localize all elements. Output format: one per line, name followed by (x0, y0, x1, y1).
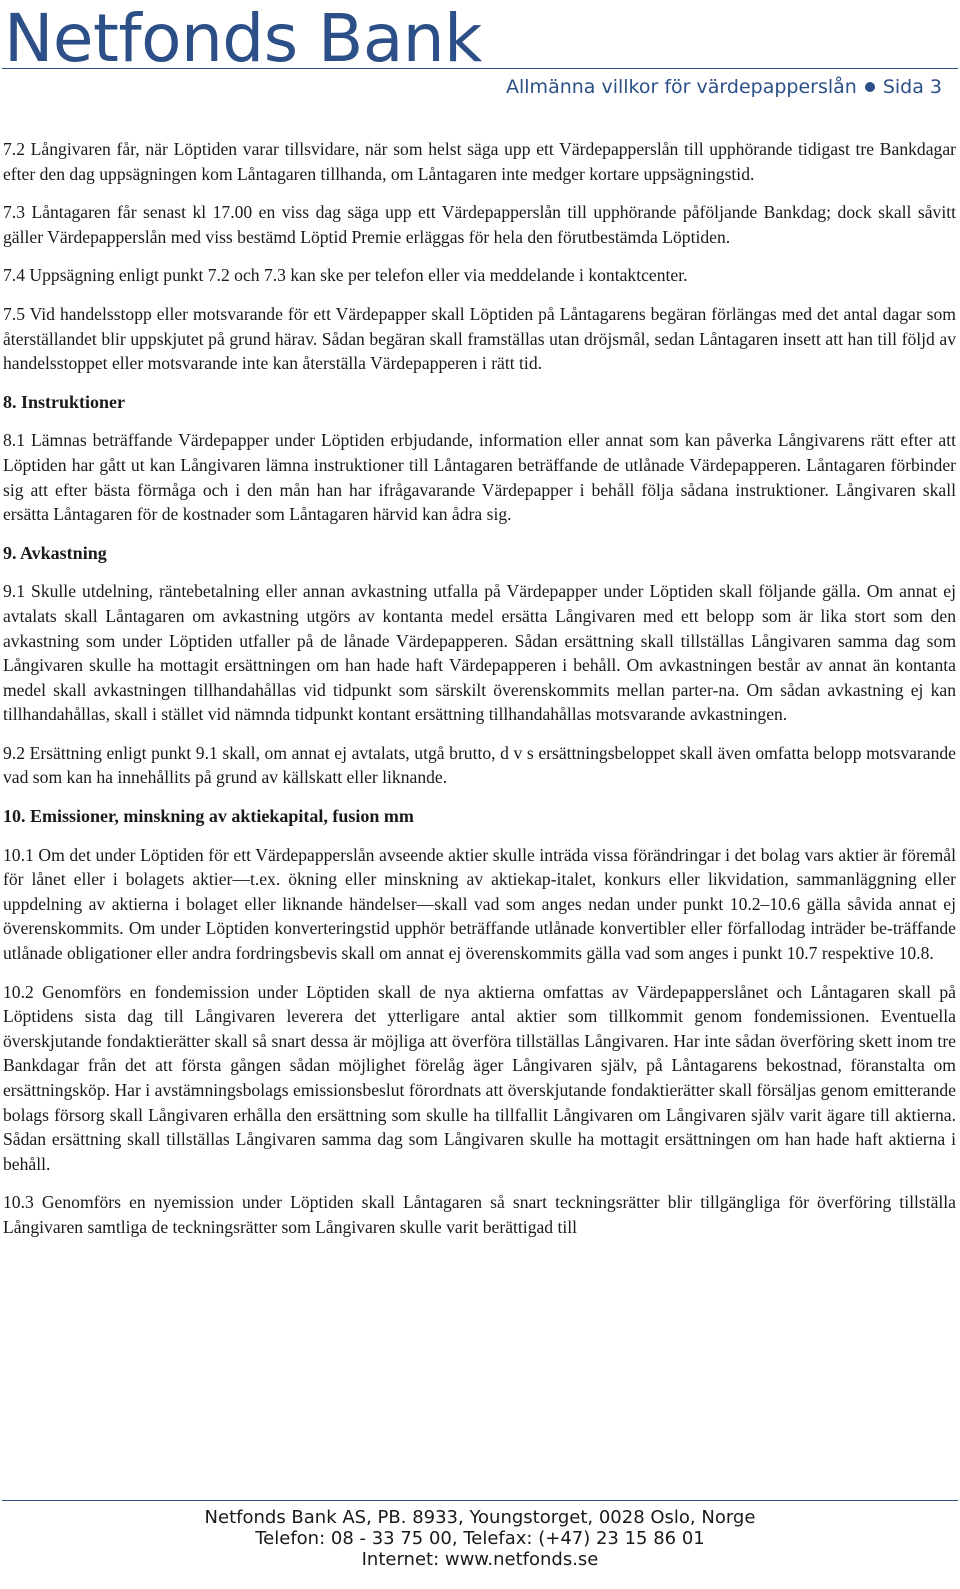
clause-7-5: 7.5 Vid handelsstopp eller motsvarande för ett Värdepapper skall Löptiden på Låntagarens begäran förlängas med det antal dagar som återställandet blir uppskjutet på grund härav. Sådan begäran skall framställas utan dröjsmål, sedan Låntagaren insett att han till följd av handelsstoppet eller motsvarande inte kan återställa Värdepapperen i rätt tid. (3, 303, 956, 374)
clause-10-2: 10.2 Genomförs en fondemission under Löptiden skall de nya aktierna omfattas av Värdepapperslånet och Låntagaren skall på Löptidens sista dag till Långivaren leverera det ytterligare antal aktier som tillkommit genom fondemissionen. Eventuella överskjutande fondaktierätter skall så snart dessa är möjliga att överföra tillställas Långivaren. Har inte sådan överföring skett inom tre Bankdagar från det att första gången sådan möjlighet förelåg äger Långivaren själv, på Låntagarens bekostnad, föranstalta om ersättningsköp. Har i avstämningsbolags emissionsbeslut förordnats att överskjutande fondaktierätter skall försäljas genom emitterande bolags försorg skall Långivaren erhålla den ersättning som skulle ha tillfallit Långivaren om Långivaren själv varit ägare till aktierna. Sådan ersättning skall tillställas Långivaren samma dag som Långivaren skulle ha mottagit ersättningen om han hade haft aktierna i behåll. (3, 981, 956, 1174)
clause-9-1: 9.1 Skulle utdelning, räntebetalning eller annan avkastning utfalla på Värdepapper under Löptiden skall följande gälla. Om annat ej avtalats skall Låntagaren om avkastning utgörs av kontanta medel ersätta Långivaren med ett belopp som är lika stort som den avkastning som under Löptiden utfaller på de lånade Värdepapperen. Sådan ersättning skall tillställas Långivaren samma dag som Långivaren skulle ha mottagit ersättningen om han hade haft Värdepapperen i behåll. Om avkastningen består av annat än kontanta medel skall avkastningen tillhandahållas vid tidpunkt som särskilt överenskommits mellan parter-na. Om sådan avkastning ej kan tillhandahållas, skall i stället vid nämnda tidpunkt kontant ersättning tillhandahållas motsvarande avkastningen. (3, 581, 956, 725)
page-number: Sida 3 (882, 76, 942, 98)
document-title: Allmänna villkor för värdepapperslån (506, 76, 857, 98)
bullet-dot-icon (865, 82, 875, 92)
footer-rule (2, 1500, 958, 1501)
clause-10-3: 10.3 Genomförs en nyemission under Löptiden skall Låntagaren så snart teckningsrätter blir tillgängliga för överföring tillställa Långivaren samtliga de teckningsrätter som Långivaren skulle varit berättigad till (3, 1192, 956, 1237)
clause-9-2: 9.2 Ersättning enligt punkt 9.1 skall, om annat ej avtalats, utgå brutto, d v s ersättningsbeloppet skall även omfatta belopp motsvarande vad som kan ha innehållits på grund av källskatt eller liknande. (3, 742, 956, 788)
footer-internet: Internet: www.netfonds.se (361, 1549, 599, 1570)
section-heading-10: 10. Emissioner, minskning av aktiekapital, fusion mm (3, 806, 414, 827)
document-body (3, 137, 956, 1254)
section-heading-9: 9. Avkastning (3, 542, 107, 563)
clause-10-1: 10.1 Om det under Löptiden för ett Värdepapperslån avseende aktier skulle inträda vissa förändringar i det bolag vars aktier är föremål för lånet eller i bolagets aktier—t.ex. ökning eller minskning av aktiekap-italet, konkurs eller likvidation, sammanläggning eller uppdelning av aktierna i bolaget eller liknande händelser—skall vad som anges nedan under punkt 10.2–10.6 gälla såvida annat ej överenskommits. Om under Löptiden konverteringstid upphör beträffande utlånade konvertibler eller förfallodag inträder be-träffande utlånade obligationer eller andra fordringsbevis skall om annat ej överenskommits gälla vad som anges i punkt 10.7 respektive 10.8. (3, 844, 956, 964)
brand-logo-text: Netfonds Bank (4, 0, 482, 77)
footer-address: Netfonds Bank AS, PB. 8933, Youngstorget, 0028 Oslo, Norge (204, 1507, 756, 1528)
clause-7-2: 7.2 Långivaren får, när Löptiden varar tillsvidare, när som helst säga upp ett Värdepapperslån till upphörande tidigast tre Bankdagar efter den dag uppsägningen kom Låntagaren tillhanda, om Låntagaren inte medger kortare uppsägningstid. (3, 139, 956, 184)
header-rule (2, 68, 958, 69)
page-footer (0, 1507, 960, 1570)
clause-7-3: 7.3 Låntagaren får senast kl 17.00 en viss dag säga upp ett Värdepapperslån till upphörande påföljande Bankdag; dock skall såvitt gäller Värdepapperslån med viss bestämd Löptid Premie erläggas för hela den förutbestämda Löptiden. (3, 202, 956, 247)
clause-8-1: 8.1 Lämnas beträffande Värdepapper under Löptiden erbjudande, information eller annat som kan påverka Långivarens rätt efter att Löptiden har gått ut kan Långivaren lämna instruktioner till Låntagaren beträffande de utlånade Värdepapperen. Låntagaren förbinder sig att efter bästa förmåga och i den mån han har ifrågavarande Värdepapper i behåll följa sådana instruktioner. Långivaren skall ersätta Låntagaren för de kostnader som Låntagaren härvid kan ådra sig. (3, 430, 956, 525)
section-heading-8: 8. Instruktioner (3, 391, 126, 412)
clause-7-4: 7.4 Uppsägning enligt punkt 7.2 och 7.3 kan ske per telefon eller via meddelande i kontaktcenter. (3, 265, 688, 286)
footer-phone: Telefon: 08 - 33 75 00, Telefax: (+47) 23 15 86 01 (255, 1528, 705, 1549)
document-subheader (506, 74, 942, 100)
